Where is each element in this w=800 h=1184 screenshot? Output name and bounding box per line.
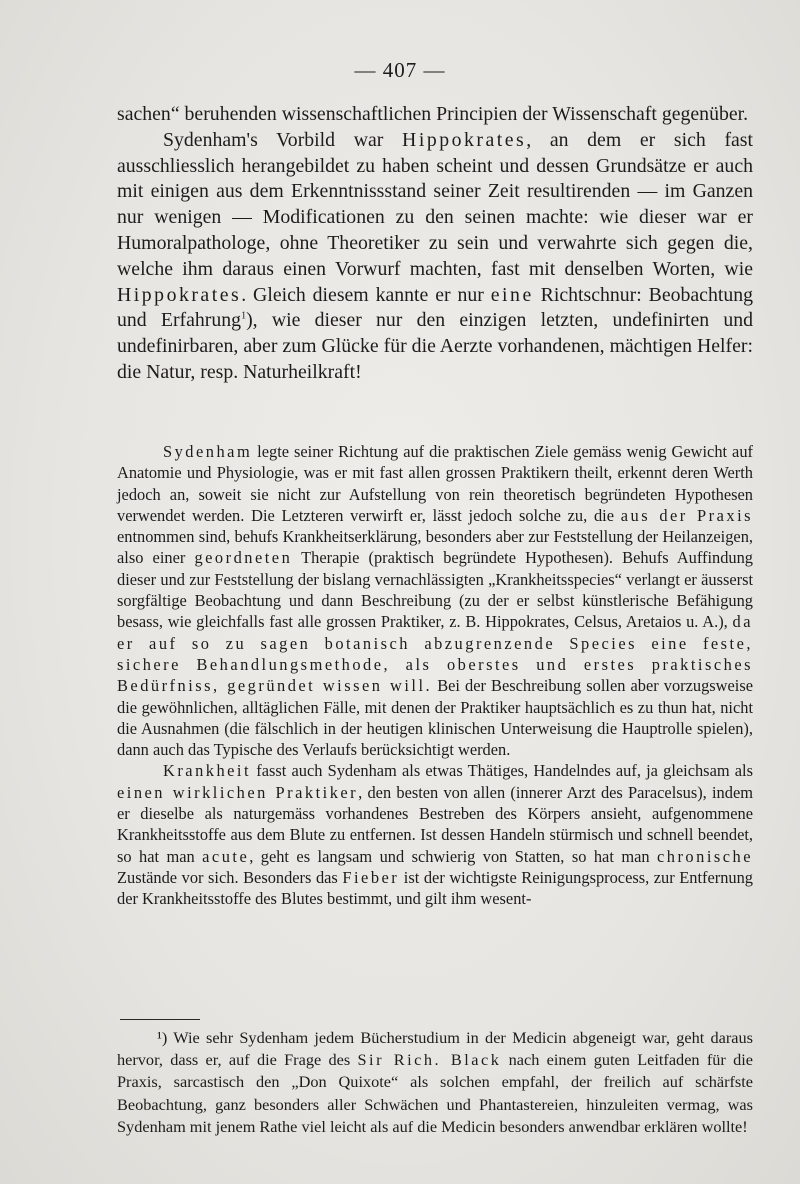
footnote-divider — [120, 1019, 200, 1020]
emphasis-hippokrates: Hippokrates — [402, 128, 527, 151]
emphasis-eine: eine — [490, 283, 534, 306]
paragraph-sydenham-vorbild — [117, 128, 753, 386]
footnote-1 — [117, 1027, 753, 1138]
text-run: , an dem er sich fast ausschliesslich herangebildet zu haben scheint und dessen Grundsätze er auch mit einigen aus dem Erkenntnissstand seiner Zeit resultirenden — im Ganzen nur wenigen — Modificationen zu den seinen machte: wie dieser war er Humoralpathologe, ohne Theoretiker zu sein und verwahrte sich gegen die, welche ihm daraus einen Vorwurf machten, fast mit denselben Worten, wie — [117, 128, 754, 280]
text-run: nach einem guten Leitfaden für die Praxis, sarcastisch den „Don Quixote“ als solchen empfahl, der freilich auf schärfste Beobachtung, ganz besonders aller Schwächen und Phantastereien, hinzuleiten vermag, was Sydenham mit jenem Rathe viel leicht als auf die Medicin besonders anwendbar erklären wollte! — [117, 1050, 754, 1136]
text-run: , geht es langsam und schwierig von Statten, so hat man — [249, 846, 657, 866]
text-run: Richtschnur: Beobachtung und Erfahrung — [117, 283, 754, 332]
footnote-reference: 1 — [241, 310, 247, 322]
emphasis-sir-rich-black: Sir Rich. Black — [357, 1050, 502, 1070]
paragraph-krankheit — [117, 760, 753, 909]
emphasis-fieber: Fieber — [342, 867, 400, 887]
text-run: Sydenham's Vorbild war — [163, 128, 403, 151]
footnote-marker: ¹) — [157, 1028, 168, 1047]
text-run: ist der wichtigste Reinigungsprocess, zur Entfernung der Krankheitsstoffe des Blutes bestimmt, und gilt ihm wesent- — [117, 867, 753, 909]
main-text — [117, 102, 753, 386]
emphasis-behandlungsmethode: da er auf so zu sagen botanisch abzugrenzende Species eine feste, sichere Behandlungsmethode, als oberstes und erstes praktisches Bedürfniss, gegründet wissen will. — [117, 612, 753, 696]
emphasis-hippokrates: Hippokrates — [117, 283, 242, 306]
emphasis-einen-wirklichen-praktiker: einen wirklichen Praktiker — [117, 782, 359, 802]
small-print-text — [117, 441, 753, 910]
text-run: legte seiner Richtung auf die praktischen Ziele gemäss wenig Gewicht auf Anatomie und Physiologie, was er mit fast allen grossen Praktikern theilt, erkennt deren Werth jedoch an, soweit sie nicht zur Aufstellung von rein theoretisch begründeten Hypothesen verwendet werden. Die Letzteren verwirft er, lässt jedoch solche zu, die — [117, 442, 753, 525]
paragraph-richtung — [117, 441, 753, 760]
text-run: Wie sehr Sydenham jedem Bücherstudium in der Medicin abgeneigt war, geht daraus hervor, dass er, auf die Frage des — [117, 1028, 753, 1070]
emphasis-geordneten: geordneten — [194, 548, 293, 568]
paragraph-continuation: sachen“ beruhenden wissenschaftlichen Principien der Wissenschaft gegenüber. — [117, 103, 749, 125]
emphasis-aus-der-praxis: aus der Praxis — [620, 505, 754, 525]
emphasis-acute: acute — [202, 846, 250, 866]
text-run: Therapie (praktisch begründete Hypothesen). Behufs Auffindung dieser und zur Feststellung der bislang vernachlässigten „Krankheitsspecies“ verlangt er äusserst sorgfältige Beobachtung und dann Beschreibung (zu der er selbst künstlerische Befähigung besass, wie gleichfalls fast alle grossen Praktiker, z. B. Hippokrates, Celsus, Aretaios u. A.), — [117, 548, 753, 632]
text-run: , den besten von allen (innerer Arzt des Paracelsus), indem er dieselbe als naturgemäss vorhandenes Bestreben des Körpers ansieht, aufgenommene Krankheitsstoffe aus dem Blute zu entfernen. Ist dessen Handeln stürmisch und schnell beendet, so hat man — [117, 782, 753, 866]
text-run: entnommen sind, behufs Krankheitserklärung, besonders aber zur Feststellung der Heilanzeigen, also einer — [117, 527, 753, 568]
text-run: . Gleich diesem kannte er nur — [241, 283, 491, 306]
text-run: ), wie dieser nur den einzigen letzten, undefinirten und undefinirbaren, aber zum Glücke für die Aerzte vorhandenen, mächtigen Helfer: die Natur, resp. Naturheilkraft! — [117, 309, 753, 383]
emphasis-chronische: chronische — [657, 846, 753, 866]
text-run: fasst auch Sydenham als etwas Thätiges, Handelndes auf, ja gleichsam als — [251, 761, 753, 781]
page-number: — 407 — — [354, 58, 446, 82]
emphasis-sydenham: Sydenham — [163, 442, 253, 461]
footnotes — [117, 1027, 753, 1138]
emphasis-krankheit: Krankheit — [163, 761, 252, 781]
text-run: Zustände vor sich. Besonders das — [117, 867, 343, 887]
text-run: Bei der Beschreibung sollen aber vorzugsweise die gewöhnlichen, alltäglichen Fälle, mit denen der Praktiker hauptsächlich es zu thun hat, nicht die Ausnahmen (die fälschlich in der heutigen klinischen Unterweisung die Hauptrolle spielen), dann auch das Typische des Verlaufs berücksichtigt werden. — [117, 676, 753, 760]
